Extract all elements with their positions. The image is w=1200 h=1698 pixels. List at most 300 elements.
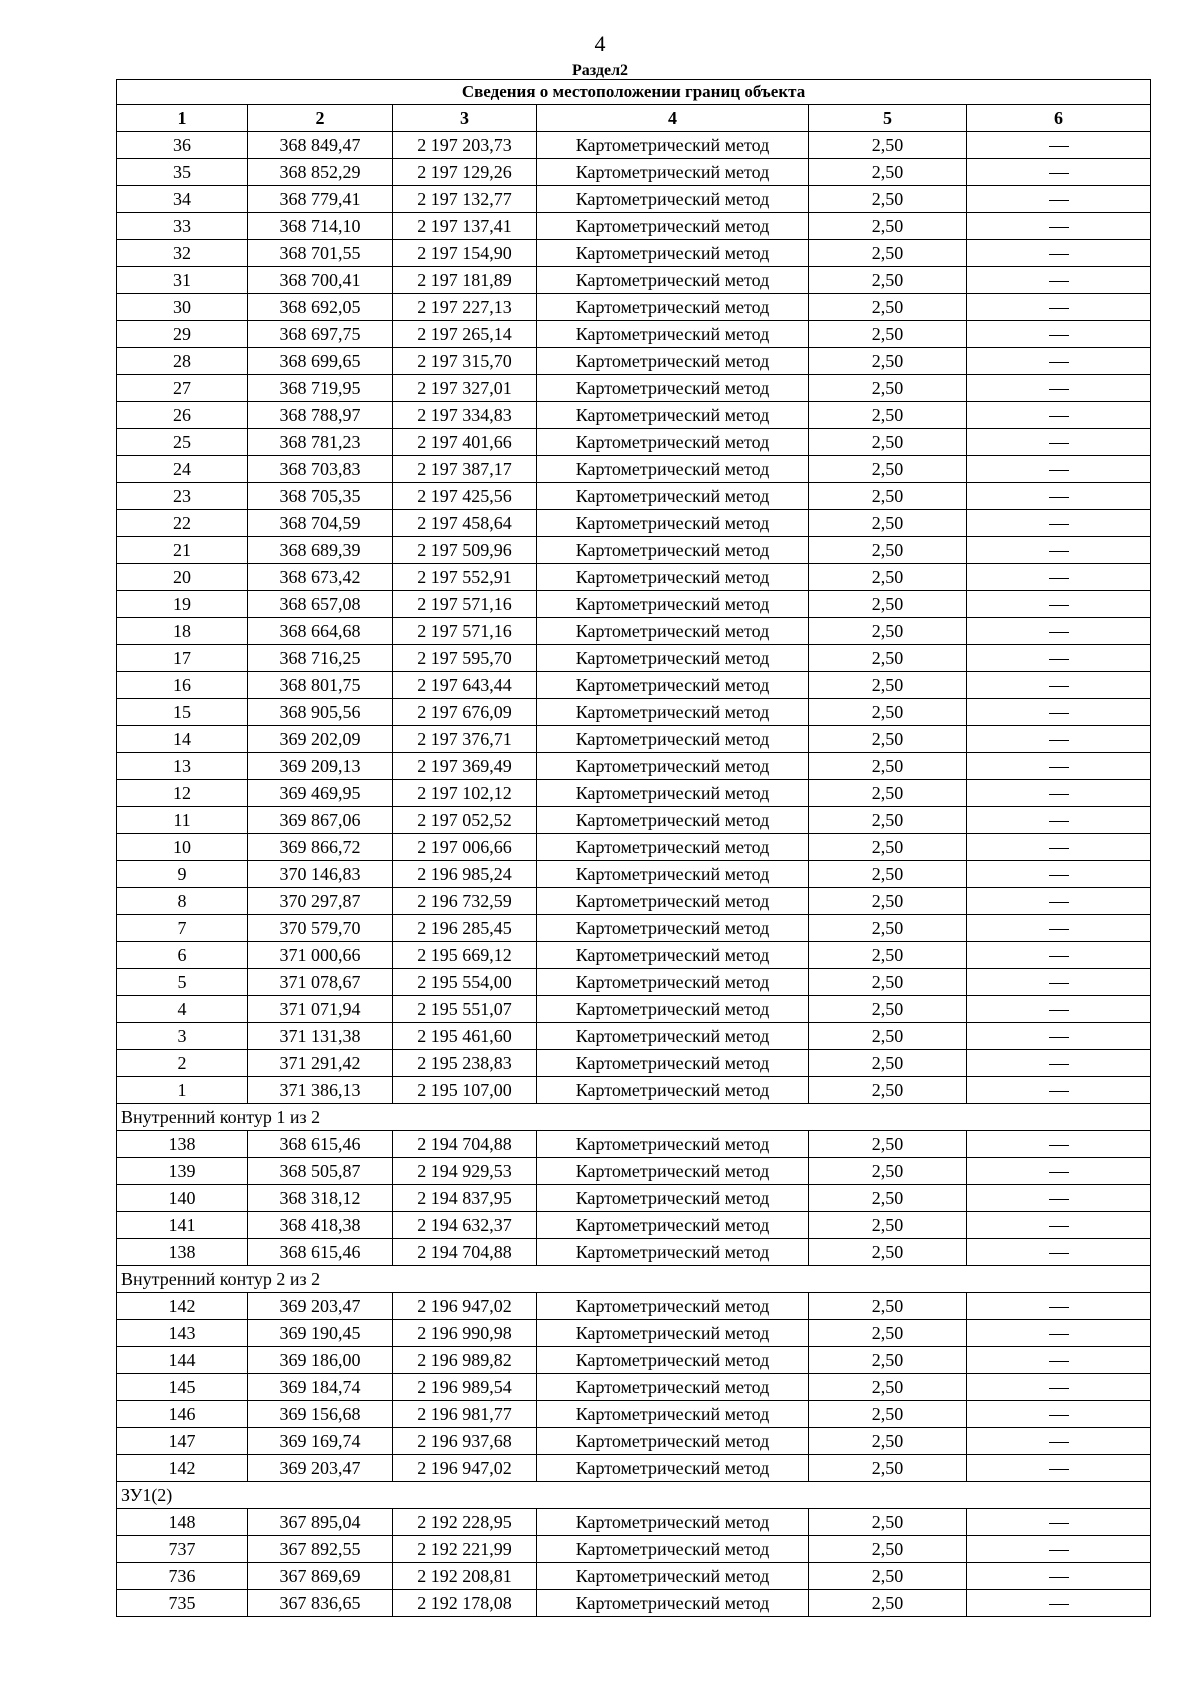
method-cell: Картометрический метод (537, 510, 809, 537)
point-number-cell: 736 (117, 1563, 248, 1590)
table-row (117, 159, 1151, 186)
method-cell: Картометрический метод (537, 1158, 809, 1185)
x-coordinate-cell: 369 867,06 (248, 807, 393, 834)
contour-heading-row (117, 1104, 1151, 1131)
table-row (117, 402, 1151, 429)
method-cell: Картометрический метод (537, 1401, 809, 1428)
x-coordinate-cell: 368 697,75 (248, 321, 393, 348)
point-description-cell (967, 564, 1151, 591)
table-row (117, 753, 1151, 780)
accuracy-cell: 2,50 (809, 186, 967, 213)
accuracy-cell: 2,50 (809, 888, 967, 915)
dash-mark (1049, 200, 1069, 201)
y-coordinate-cell: 2 197 595,70 (393, 645, 537, 672)
x-coordinate-cell: 368 701,55 (248, 240, 393, 267)
table-row (117, 483, 1151, 510)
method-cell: Картометрический метод (537, 348, 809, 375)
accuracy-cell: 2,50 (809, 1401, 967, 1428)
y-coordinate-cell: 2 197 334,83 (393, 402, 537, 429)
y-coordinate-cell: 2 197 509,96 (393, 537, 537, 564)
column-header: 6 (967, 105, 1151, 132)
accuracy-cell: 2,50 (809, 240, 967, 267)
point-number-cell: 33 (117, 213, 248, 240)
point-number-cell: 141 (117, 1212, 248, 1239)
dash-mark (1049, 389, 1069, 390)
x-coordinate-cell: 369 203,47 (248, 1455, 393, 1482)
x-coordinate-cell: 368 505,87 (248, 1158, 393, 1185)
dash-mark (1049, 1199, 1069, 1200)
method-cell: Картометрический метод (537, 1239, 809, 1266)
point-number-cell: 7 (117, 915, 248, 942)
x-coordinate-cell: 368 700,41 (248, 267, 393, 294)
accuracy-cell: 2,50 (809, 807, 967, 834)
y-coordinate-cell: 2 197 376,71 (393, 726, 537, 753)
y-coordinate-cell: 2 197 006,66 (393, 834, 537, 861)
y-coordinate-cell: 2 197 203,73 (393, 132, 537, 159)
y-coordinate-cell: 2 196 947,02 (393, 1293, 537, 1320)
y-coordinate-cell: 2 197 129,26 (393, 159, 537, 186)
x-coordinate-cell: 368 849,47 (248, 132, 393, 159)
method-cell: Картометрический метод (537, 1131, 809, 1158)
dash-mark (1049, 443, 1069, 444)
x-coordinate-cell: 368 781,23 (248, 429, 393, 456)
y-coordinate-cell: 2 197 181,89 (393, 267, 537, 294)
point-description-cell (967, 1077, 1151, 1104)
dash-mark (1049, 281, 1069, 282)
method-cell: Картометрический метод (537, 537, 809, 564)
dash-mark (1049, 1172, 1069, 1173)
dash-mark (1049, 1388, 1069, 1389)
point-description-cell (967, 1347, 1151, 1374)
method-cell: Картометрический метод (537, 1563, 809, 1590)
table-row (117, 1239, 1151, 1266)
x-coordinate-cell: 368 673,42 (248, 564, 393, 591)
table-row (117, 132, 1151, 159)
point-number-cell: 143 (117, 1320, 248, 1347)
x-coordinate-cell: 368 788,97 (248, 402, 393, 429)
x-coordinate-cell: 368 779,41 (248, 186, 393, 213)
point-description-cell (967, 429, 1151, 456)
x-coordinate-cell: 368 689,39 (248, 537, 393, 564)
accuracy-cell: 2,50 (809, 618, 967, 645)
method-cell: Картометрический метод (537, 456, 809, 483)
method-cell: Картометрический метод (537, 375, 809, 402)
y-coordinate-cell: 2 195 107,00 (393, 1077, 537, 1104)
point-number-cell: 142 (117, 1293, 248, 1320)
method-cell: Картометрический метод (537, 969, 809, 996)
point-description-cell (967, 861, 1151, 888)
table-row (117, 186, 1151, 213)
dash-mark (1049, 1415, 1069, 1416)
accuracy-cell: 2,50 (809, 213, 967, 240)
point-description-cell (967, 888, 1151, 915)
dash-mark (1049, 362, 1069, 363)
dash-mark (1049, 308, 1069, 309)
x-coordinate-cell: 370 297,87 (248, 888, 393, 915)
method-cell: Картометрический метод (537, 321, 809, 348)
point-number-cell: 31 (117, 267, 248, 294)
x-coordinate-cell: 368 801,75 (248, 672, 393, 699)
dash-mark (1049, 632, 1069, 633)
accuracy-cell: 2,50 (809, 375, 967, 402)
dash-mark (1049, 1010, 1069, 1011)
table-row (117, 807, 1151, 834)
point-description-cell (967, 1185, 1151, 1212)
dash-mark (1049, 227, 1069, 228)
dash-mark (1049, 686, 1069, 687)
accuracy-cell: 2,50 (809, 1590, 967, 1617)
point-description-cell (967, 402, 1151, 429)
method-cell: Картометрический метод (537, 564, 809, 591)
table-row (117, 429, 1151, 456)
accuracy-cell: 2,50 (809, 510, 967, 537)
table-header-row (117, 105, 1151, 132)
x-coordinate-cell: 369 203,47 (248, 1293, 393, 1320)
table-row (117, 726, 1151, 753)
method-cell: Картометрический метод (537, 861, 809, 888)
point-number-cell: 147 (117, 1428, 248, 1455)
dash-mark (1049, 497, 1069, 498)
dash-mark (1049, 1604, 1069, 1605)
table-row (117, 375, 1151, 402)
dash-mark (1049, 983, 1069, 984)
point-description-cell (967, 186, 1151, 213)
point-description-cell (967, 618, 1151, 645)
dash-mark (1049, 416, 1069, 417)
point-description-cell (967, 1158, 1151, 1185)
point-description-cell (967, 1131, 1151, 1158)
point-number-cell: 9 (117, 861, 248, 888)
x-coordinate-cell: 369 169,74 (248, 1428, 393, 1455)
point-number-cell: 28 (117, 348, 248, 375)
y-coordinate-cell: 2 195 238,83 (393, 1050, 537, 1077)
y-coordinate-cell: 2 196 990,98 (393, 1320, 537, 1347)
accuracy-cell: 2,50 (809, 1563, 967, 1590)
dash-mark (1049, 254, 1069, 255)
point-number-cell: 4 (117, 996, 248, 1023)
x-coordinate-cell: 368 704,59 (248, 510, 393, 537)
method-cell: Картометрический метод (537, 915, 809, 942)
page-number: 4 (594, 31, 606, 56)
method-cell: Картометрический метод (537, 1293, 809, 1320)
method-cell: Картометрический метод (537, 1077, 809, 1104)
table-row (117, 861, 1151, 888)
accuracy-cell: 2,50 (809, 1158, 967, 1185)
table-row (117, 213, 1151, 240)
dash-mark (1049, 848, 1069, 849)
table-row (117, 1023, 1151, 1050)
point-number-cell: 138 (117, 1131, 248, 1158)
point-description-cell (967, 1023, 1151, 1050)
point-description-cell (967, 510, 1151, 537)
x-coordinate-cell: 369 202,09 (248, 726, 393, 753)
point-description-cell (967, 1239, 1151, 1266)
y-coordinate-cell: 2 197 137,41 (393, 213, 537, 240)
dash-mark (1049, 146, 1069, 147)
point-number-cell: 145 (117, 1374, 248, 1401)
table-row (117, 888, 1151, 915)
method-cell: Картометрический метод (537, 483, 809, 510)
accuracy-cell: 2,50 (809, 1023, 967, 1050)
y-coordinate-cell: 2 196 989,82 (393, 1347, 537, 1374)
point-description-cell (967, 213, 1151, 240)
table-row (117, 942, 1151, 969)
point-description-cell (967, 996, 1151, 1023)
accuracy-cell: 2,50 (809, 1050, 967, 1077)
point-number-cell: 5 (117, 969, 248, 996)
method-cell: Картометрический метод (537, 996, 809, 1023)
point-description-cell (967, 1590, 1151, 1617)
table-row (117, 618, 1151, 645)
point-number-cell: 138 (117, 1239, 248, 1266)
table-row (117, 834, 1151, 861)
dash-mark (1049, 794, 1069, 795)
contour-label: Внутренний контур 2 из 2 (117, 1266, 1151, 1293)
y-coordinate-cell: 2 194 929,53 (393, 1158, 537, 1185)
accuracy-cell: 2,50 (809, 537, 967, 564)
table-row (117, 321, 1151, 348)
point-number-cell: 16 (117, 672, 248, 699)
table-row (117, 537, 1151, 564)
point-description-cell (967, 1050, 1151, 1077)
dash-mark (1049, 1334, 1069, 1335)
point-number-cell: 24 (117, 456, 248, 483)
column-header: 5 (809, 105, 967, 132)
point-description-cell (967, 348, 1151, 375)
accuracy-cell: 2,50 (809, 1077, 967, 1104)
point-number-cell: 10 (117, 834, 248, 861)
x-coordinate-cell: 368 703,83 (248, 456, 393, 483)
y-coordinate-cell: 2 195 669,12 (393, 942, 537, 969)
point-description-cell (967, 321, 1151, 348)
x-coordinate-cell: 371 000,66 (248, 942, 393, 969)
dash-mark (1049, 1253, 1069, 1254)
table-row (117, 1401, 1151, 1428)
point-description-cell (967, 834, 1151, 861)
method-cell: Картометрический метод (537, 267, 809, 294)
dash-mark (1049, 1091, 1069, 1092)
point-number-cell: 25 (117, 429, 248, 456)
point-number-cell: 140 (117, 1185, 248, 1212)
boundary-coordinates-table (116, 79, 1151, 1617)
dash-mark (1049, 1442, 1069, 1443)
method-cell: Картометрический метод (537, 780, 809, 807)
y-coordinate-cell: 2 197 227,13 (393, 294, 537, 321)
point-number-cell: 14 (117, 726, 248, 753)
x-coordinate-cell: 368 699,65 (248, 348, 393, 375)
point-description-cell (967, 1563, 1151, 1590)
point-number-cell: 6 (117, 942, 248, 969)
dash-mark (1049, 1064, 1069, 1065)
point-description-cell (967, 483, 1151, 510)
dash-mark (1049, 902, 1069, 903)
method-cell: Картометрический метод (537, 618, 809, 645)
point-description-cell (967, 1455, 1151, 1482)
accuracy-cell: 2,50 (809, 1131, 967, 1158)
dash-mark (1049, 551, 1069, 552)
y-coordinate-cell: 2 194 837,95 (393, 1185, 537, 1212)
table-row (117, 1293, 1151, 1320)
accuracy-cell: 2,50 (809, 132, 967, 159)
point-description-cell (967, 780, 1151, 807)
y-coordinate-cell: 2 197 132,77 (393, 186, 537, 213)
point-description-cell (967, 1401, 1151, 1428)
y-coordinate-cell: 2 196 947,02 (393, 1455, 537, 1482)
method-cell: Картометрический метод (537, 1590, 809, 1617)
dash-mark (1049, 1307, 1069, 1308)
accuracy-cell: 2,50 (809, 483, 967, 510)
table-row (117, 672, 1151, 699)
contour-label: Внутренний контур 1 из 2 (117, 1104, 1151, 1131)
table-row (117, 1212, 1151, 1239)
method-cell: Картометрический метод (537, 132, 809, 159)
accuracy-cell: 2,50 (809, 321, 967, 348)
point-number-cell: 2 (117, 1050, 248, 1077)
point-number-cell: 146 (117, 1401, 248, 1428)
point-description-cell (967, 699, 1151, 726)
method-cell: Картометрический метод (537, 1374, 809, 1401)
y-coordinate-cell: 2 197 154,90 (393, 240, 537, 267)
y-coordinate-cell: 2 195 461,60 (393, 1023, 537, 1050)
point-description-cell (967, 1374, 1151, 1401)
y-coordinate-cell: 2 195 554,00 (393, 969, 537, 996)
point-number-cell: 11 (117, 807, 248, 834)
table-row (117, 267, 1151, 294)
method-cell: Картометрический метод (537, 1509, 809, 1536)
x-coordinate-cell: 368 705,35 (248, 483, 393, 510)
x-coordinate-cell: 367 836,65 (248, 1590, 393, 1617)
point-number-cell: 3 (117, 1023, 248, 1050)
point-number-cell: 12 (117, 780, 248, 807)
table-row (117, 996, 1151, 1023)
point-description-cell (967, 132, 1151, 159)
accuracy-cell: 2,50 (809, 699, 967, 726)
point-description-cell (967, 807, 1151, 834)
x-coordinate-cell: 371 071,94 (248, 996, 393, 1023)
x-coordinate-cell: 369 866,72 (248, 834, 393, 861)
point-description-cell (967, 375, 1151, 402)
accuracy-cell: 2,50 (809, 645, 967, 672)
method-cell: Картометрический метод (537, 699, 809, 726)
point-number-cell: 1 (117, 1077, 248, 1104)
table-row (117, 969, 1151, 996)
x-coordinate-cell: 368 905,56 (248, 699, 393, 726)
accuracy-cell: 2,50 (809, 1455, 967, 1482)
method-cell: Картометрический метод (537, 1185, 809, 1212)
accuracy-cell: 2,50 (809, 1374, 967, 1401)
table-row (117, 240, 1151, 267)
x-coordinate-cell: 367 892,55 (248, 1536, 393, 1563)
dash-mark (1049, 578, 1069, 579)
x-coordinate-cell: 368 418,38 (248, 1212, 393, 1239)
y-coordinate-cell: 2 196 732,59 (393, 888, 537, 915)
x-coordinate-cell: 369 469,95 (248, 780, 393, 807)
point-description-cell (967, 1320, 1151, 1347)
point-description-cell (967, 537, 1151, 564)
y-coordinate-cell: 2 197 369,49 (393, 753, 537, 780)
point-description-cell (967, 159, 1151, 186)
table-row (117, 294, 1151, 321)
point-number-cell: 735 (117, 1590, 248, 1617)
table-row (117, 1563, 1151, 1590)
table-row (117, 1374, 1151, 1401)
method-cell: Картометрический метод (537, 942, 809, 969)
point-number-cell: 27 (117, 375, 248, 402)
y-coordinate-cell: 2 196 937,68 (393, 1428, 537, 1455)
accuracy-cell: 2,50 (809, 942, 967, 969)
point-description-cell (967, 1428, 1151, 1455)
method-cell: Картометрический метод (537, 402, 809, 429)
point-description-cell (967, 645, 1151, 672)
dash-mark (1049, 524, 1069, 525)
table-row (117, 645, 1151, 672)
point-description-cell (967, 456, 1151, 483)
contour-heading-row (117, 1266, 1151, 1293)
table-row (117, 1590, 1151, 1617)
point-number-cell: 144 (117, 1347, 248, 1374)
point-number-cell: 148 (117, 1509, 248, 1536)
table-row (117, 1077, 1151, 1104)
accuracy-cell: 2,50 (809, 1536, 967, 1563)
accuracy-cell: 2,50 (809, 348, 967, 375)
accuracy-cell: 2,50 (809, 672, 967, 699)
table-row (117, 510, 1151, 537)
point-number-cell: 142 (117, 1455, 248, 1482)
y-coordinate-cell: 2 197 458,64 (393, 510, 537, 537)
accuracy-cell: 2,50 (809, 564, 967, 591)
dash-mark (1049, 1361, 1069, 1362)
accuracy-cell: 2,50 (809, 726, 967, 753)
point-description-cell (967, 915, 1151, 942)
table-row (117, 456, 1151, 483)
y-coordinate-cell: 2 197 643,44 (393, 672, 537, 699)
dash-mark (1049, 956, 1069, 957)
accuracy-cell: 2,50 (809, 1185, 967, 1212)
y-coordinate-cell: 2 197 265,14 (393, 321, 537, 348)
y-coordinate-cell: 2 197 315,70 (393, 348, 537, 375)
dash-mark (1049, 1226, 1069, 1227)
x-coordinate-cell: 367 895,04 (248, 1509, 393, 1536)
x-coordinate-cell: 369 186,00 (248, 1347, 393, 1374)
x-coordinate-cell: 369 190,45 (248, 1320, 393, 1347)
dash-mark (1049, 1145, 1069, 1146)
y-coordinate-cell: 2 196 981,77 (393, 1401, 537, 1428)
y-coordinate-cell: 2 192 228,95 (393, 1509, 537, 1536)
method-cell: Картометрический метод (537, 1023, 809, 1050)
method-cell: Картометрический метод (537, 1212, 809, 1239)
point-number-cell: 26 (117, 402, 248, 429)
table-row (117, 1455, 1151, 1482)
method-cell: Картометрический метод (537, 1455, 809, 1482)
point-description-cell (967, 591, 1151, 618)
method-cell: Картометрический метод (537, 834, 809, 861)
dash-mark (1049, 1550, 1069, 1551)
y-coordinate-cell: 2 197 571,16 (393, 618, 537, 645)
y-coordinate-cell: 2 194 704,88 (393, 1131, 537, 1158)
point-description-cell (967, 1509, 1151, 1536)
y-coordinate-cell: 2 197 052,52 (393, 807, 537, 834)
y-coordinate-cell: 2 196 989,54 (393, 1374, 537, 1401)
dash-mark (1049, 767, 1069, 768)
y-coordinate-cell: 2 194 704,88 (393, 1239, 537, 1266)
table-caption-row (117, 80, 1151, 105)
method-cell: Картометрический метод (537, 429, 809, 456)
x-coordinate-cell: 368 318,12 (248, 1185, 393, 1212)
method-cell: Картометрический метод (537, 1536, 809, 1563)
column-header: 4 (537, 105, 809, 132)
accuracy-cell: 2,50 (809, 294, 967, 321)
point-description-cell (967, 1212, 1151, 1239)
